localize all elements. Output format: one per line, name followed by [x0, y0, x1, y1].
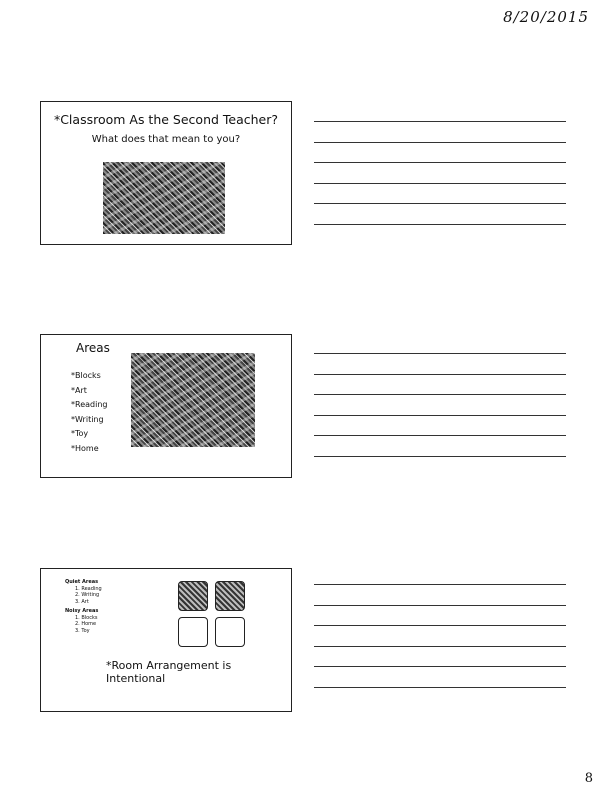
- classroom-photo: [103, 162, 225, 234]
- list-item: 2. Home: [75, 621, 97, 627]
- note-line: [314, 203, 566, 204]
- slide-1: [40, 101, 292, 245]
- slide-2-title: Areas: [76, 341, 110, 355]
- areas-photo: [131, 353, 255, 447]
- area-lists: [65, 579, 102, 634]
- list-item: 1. Reading: [75, 585, 102, 592]
- note-line: [314, 456, 566, 457]
- notes-lines-1: [314, 121, 566, 244]
- slide-1-title: *Classroom As the Second Teacher?: [53, 112, 279, 127]
- note-line: [314, 142, 566, 143]
- note-line: [314, 353, 566, 354]
- list-item: 2. Writing: [75, 592, 100, 598]
- note-line: [314, 394, 566, 395]
- handout-date: 8/20/2015: [503, 8, 589, 26]
- notes-lines-2: [314, 353, 566, 476]
- page-number: 8: [584, 771, 593, 786]
- noisy-areas-heading: Noisy Areas: [65, 608, 99, 614]
- slide-3: [40, 568, 292, 712]
- list-item: *Toy: [71, 429, 89, 438]
- note-line: [314, 415, 566, 416]
- note-line: [314, 625, 566, 626]
- room-photo-2: [215, 581, 245, 611]
- note-line: [314, 121, 566, 122]
- note-line: [314, 605, 566, 606]
- slide-2: [40, 334, 292, 478]
- list-item: 1. Blocks: [75, 614, 98, 621]
- note-line: [314, 646, 566, 647]
- note-line: [314, 666, 566, 667]
- note-line: [314, 687, 566, 688]
- note-line: [314, 374, 566, 375]
- notes-lines-3: [314, 584, 566, 707]
- quiet-areas-heading: Quiet Areas: [65, 579, 99, 585]
- slide-3-caption: *Room Arrangement is Intentional: [106, 659, 232, 685]
- note-line: [314, 435, 566, 436]
- list-item: 3. Art: [75, 598, 89, 605]
- note-line: [314, 584, 566, 585]
- room-frame-4: [215, 617, 245, 647]
- list-item: *Home: [71, 443, 99, 453]
- list-item: *Reading: [71, 400, 108, 409]
- areas-list: [71, 369, 107, 456]
- list-item: *Blocks: [71, 371, 101, 380]
- list-item: 3. Toy: [75, 627, 90, 634]
- note-line: [314, 162, 566, 163]
- room-frame-3: [178, 617, 208, 647]
- slide-1-subtitle: What does that mean to you?: [91, 134, 241, 145]
- note-line: [314, 224, 566, 225]
- list-item: *Art: [71, 385, 87, 395]
- note-line: [314, 183, 566, 184]
- room-photo-1: [178, 581, 208, 611]
- list-item: *Writing: [71, 414, 104, 424]
